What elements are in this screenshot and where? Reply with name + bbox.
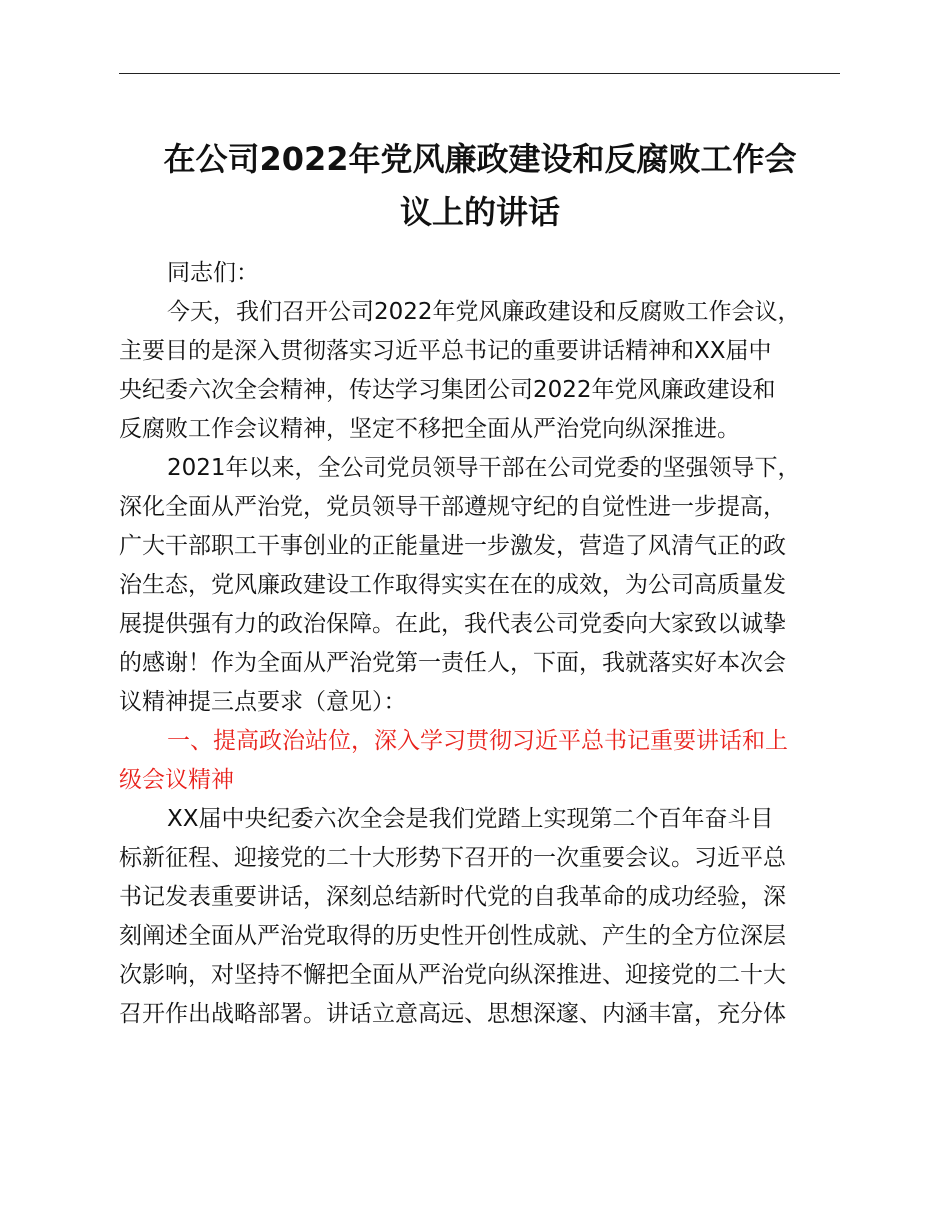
paragraph-line: 反腐败工作会议精神，坚定不移把全面从严治党向纵深推进。 xyxy=(119,416,740,442)
header-rule xyxy=(119,73,840,74)
section-heading-1 xyxy=(119,722,859,800)
paragraph-line: 刻阐述全面从严治党取得的历史性开创性成就、产生的全方位深层 xyxy=(119,923,786,949)
greeting: 同志们： xyxy=(167,260,259,286)
paragraph-line: 的感谢！作为全面从严治党第一责任人，下面，我就落实好本次会 xyxy=(119,650,786,676)
heading-line: 级会议精神 xyxy=(119,767,234,793)
document-title xyxy=(100,133,860,239)
paragraph-line: 深化全面从严治党，党员领导干部遵规守纪的自觉性进一步提高， xyxy=(119,494,786,520)
paragraph-line: 2021年以来，全公司党员领导干部在公司党委的坚强领导下， xyxy=(167,455,801,481)
paragraph-section-1 xyxy=(119,800,859,1034)
paragraph-line: 标新征程、迎接党的二十大形势下召开的一次重要会议。习近平总 xyxy=(119,845,786,871)
heading-line: 一、提高政治站位，深入学习贯彻习近平总书记重要讲话和上 xyxy=(167,728,788,754)
paragraph-line: 今天，我们召开公司2022年党风廉政建设和反腐败工作会议， xyxy=(167,299,801,325)
paragraph-line: 书记发表重要讲话，深刻总结新时代党的自我革命的成功经验，深 xyxy=(119,884,786,910)
title-line: 在公司2022年党风廉政建设和反腐败工作会 xyxy=(163,140,797,178)
paragraph-line: 主要目的是深入贯彻落实习近平总书记的重要讲话精神和XX届中 xyxy=(119,338,772,364)
paragraph-achievements xyxy=(119,449,859,722)
paragraph-line: 广大干部职工干事创业的正能量进一步激发，营造了风清气正的政 xyxy=(119,533,786,559)
document-body xyxy=(119,254,859,1034)
paragraph-line: 次影响，对坚持不懈把全面从严治党向纵深推进、迎接党的二十大 xyxy=(119,962,786,988)
paragraph-line: 议精神提三点要求（意见）： xyxy=(119,689,407,715)
paragraph-line: 召开作出战略部署。讲话立意高远、思想深邃、内涵丰富，充分体 xyxy=(119,1001,786,1027)
paragraph-line: 展提供强有力的政治保障。在此，我代表公司党委向大家致以诚挚 xyxy=(119,611,786,637)
paragraph-line: 治生态，党风廉政建设工作取得实实在在的成效，为公司高质量发 xyxy=(119,572,786,598)
paragraph-line: 央纪委六次全会精神，传达学习集团公司2022年党风廉政建设和 xyxy=(119,377,776,403)
paragraph-intro xyxy=(119,293,859,449)
title-line: 议上的讲话 xyxy=(399,193,560,231)
paragraph-line: XX届中央纪委六次全会是我们党踏上实现第二个百年奋斗目 xyxy=(167,806,774,832)
